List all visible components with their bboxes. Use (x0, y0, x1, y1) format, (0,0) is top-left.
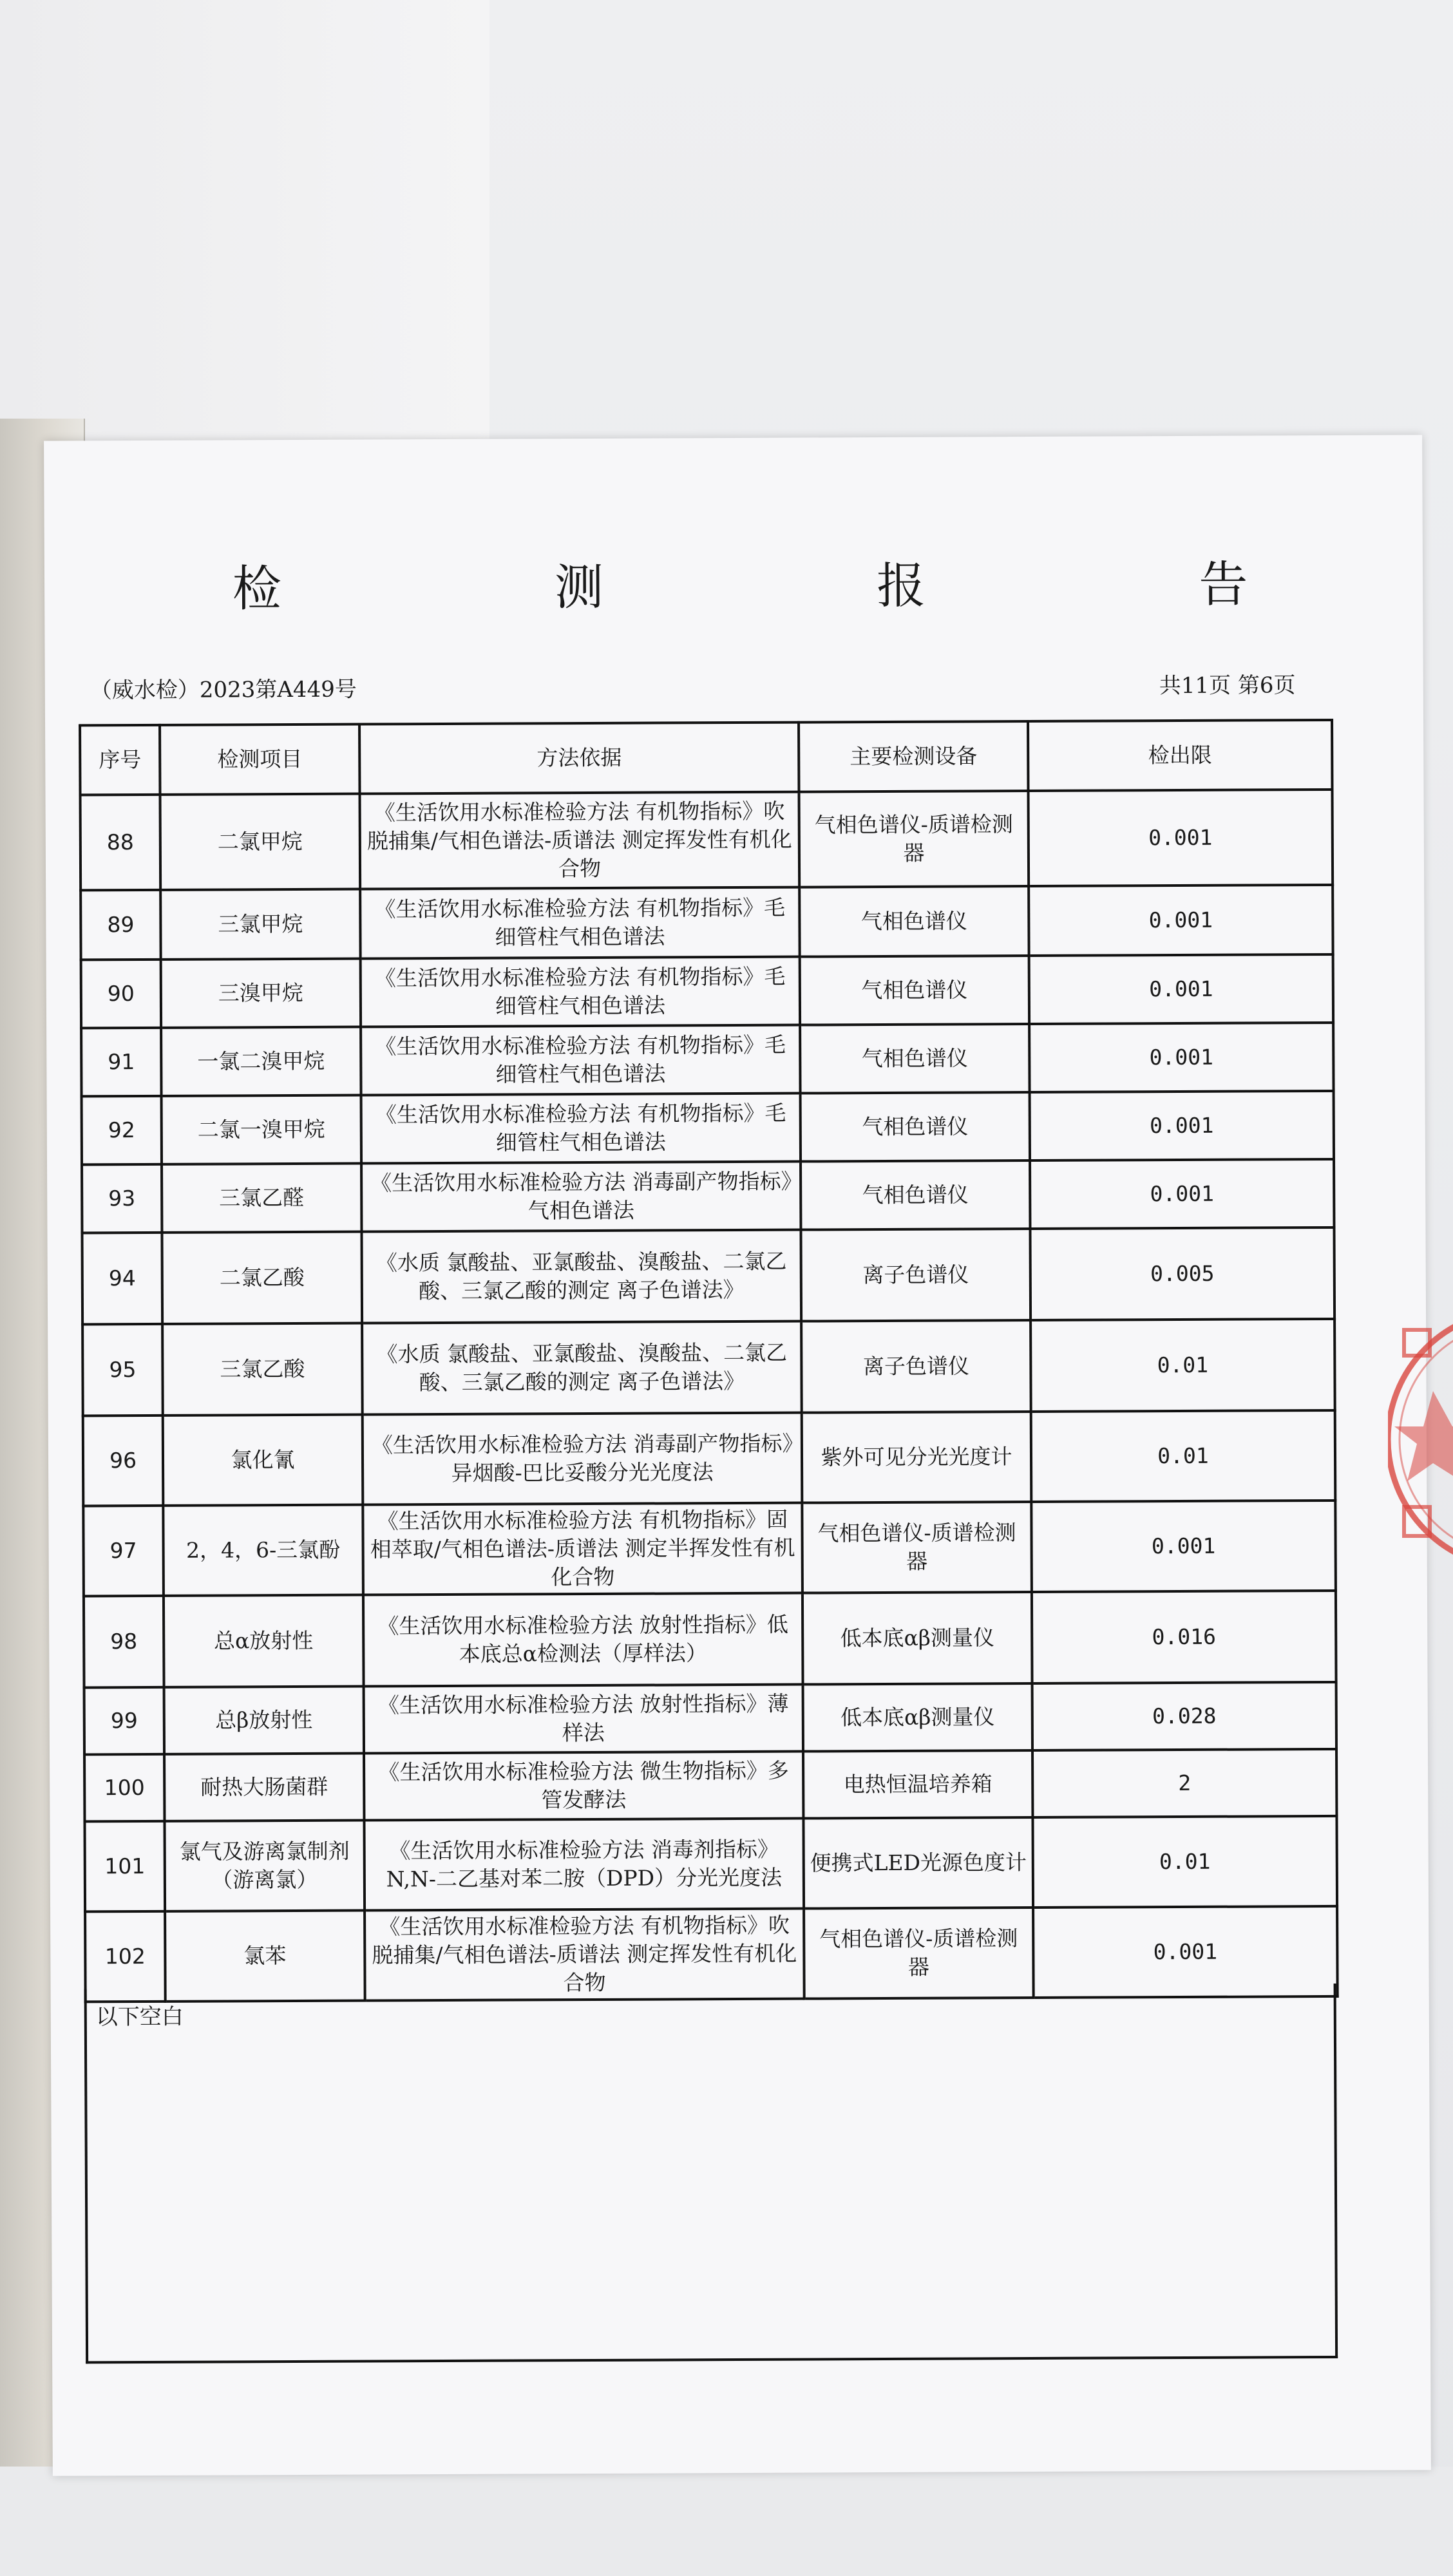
cell-method: 《生活饮用水标准检验方法 有机物指标》吹脱捕集/气相色谱法-质谱法 测定挥发性有机化合物 (360, 792, 800, 889)
cell-method: 《生活饮用水标准检验方法 有机物指标》毛细管柱气相色谱法 (361, 957, 800, 1027)
table-row (84, 1816, 1337, 1911)
cell-no: 97 (83, 1506, 164, 1596)
cell-equipment: 气相色谱仪 (800, 1024, 1029, 1094)
cell-equipment: 低本底αβ测量仪 (803, 1683, 1032, 1752)
cell-method: 《生活饮用水标准检验方法 消毒副产物指标》异烟酸-巴比妥酸分光光度法 (363, 1413, 802, 1505)
cell-limit: 0.001 (1029, 885, 1333, 956)
report-page (44, 435, 1431, 2476)
cell-limit: 0.001 (1031, 1501, 1336, 1592)
blank-area (84, 1984, 1338, 2363)
cell-equipment: 低本底αβ测量仪 (802, 1592, 1032, 1685)
cell-no: 90 (81, 960, 161, 1028)
cell-item: 三溴甲烷 (161, 959, 361, 1028)
cell-item: 二氯甲烷 (160, 794, 361, 890)
cell-limit: 0.001 (1029, 1023, 1333, 1092)
cell-item: 一氯二溴甲烷 (161, 1027, 361, 1096)
cell-method: 《生活饮用水标准检验方法 消毒剂指标》N,N-二乙基对苯二胺（DPD）分光光度法 (364, 1819, 804, 1911)
cell-item: 氯化氰 (163, 1415, 363, 1506)
cell-no: 101 (84, 1821, 165, 1912)
blank-note: 以下空白 (95, 2003, 184, 2031)
cell-equipment: 气相色谱仪-质谱检测器 (799, 791, 1029, 887)
cell-no: 94 (82, 1233, 162, 1325)
cell-method: 《生活饮用水标准检验方法 放射性指标》薄样法 (364, 1685, 803, 1754)
table-row (81, 954, 1333, 1028)
cell-equipment: 气相色谱仪 (801, 1092, 1030, 1162)
background-bottom (0, 2467, 1453, 2576)
cell-method: 《水质 氯酸盐、亚氯酸盐、溴酸盐、二氯乙酸、三氯乙酸的测定 离子色谱法》 (361, 1230, 801, 1323)
cell-item: 二氯乙酸 (162, 1232, 362, 1324)
inspection-table (79, 719, 1339, 2003)
cell-item: 氯气及游离氯制剂（游离氯） (164, 1821, 365, 1911)
cell-limit: 0.001 (1030, 1091, 1334, 1160)
cell-no: 98 (84, 1596, 164, 1688)
table-row (81, 885, 1333, 960)
cell-limit: 0.01 (1030, 1319, 1335, 1412)
cell-no: 102 (85, 1911, 166, 2002)
cell-method: 《生活饮用水标准检验方法 有机物指标》固相萃取/气相色谱法-质谱法 测定半挥发性有机化合物 (363, 1503, 802, 1595)
table-row (83, 1501, 1336, 1596)
table-row (82, 1159, 1334, 1233)
table-row (84, 1749, 1336, 1821)
header-no: 序号 (80, 725, 160, 795)
cell-equipment: 离子色谱仪 (801, 1320, 1031, 1413)
cell-item: 三氯乙酸 (162, 1323, 363, 1416)
table-row (82, 1091, 1334, 1164)
seal-graphic (1388, 1294, 1453, 1584)
table-row (84, 1591, 1336, 1687)
cell-method: 《生活饮用水标准检验方法 微生物指标》多管发酵法 (364, 1752, 803, 1821)
cell-equipment: 气相色谱仪 (800, 956, 1029, 1025)
cell-item: 三氯甲烷 (160, 889, 360, 960)
cell-equipment: 电热恒温培养箱 (803, 1750, 1032, 1819)
header-method: 方法依据 (359, 723, 799, 794)
cell-equipment: 气相色谱仪-质谱检测器 (804, 1908, 1034, 1999)
cell-item: 总α放射性 (164, 1595, 364, 1687)
table-row (84, 1682, 1336, 1754)
page-indicator: 共11页 第6页 (1159, 672, 1296, 699)
cell-limit: 0.001 (1029, 954, 1333, 1024)
table-row (81, 790, 1333, 890)
cell-limit: 0.001 (1030, 1159, 1334, 1229)
cell-equipment: 离子色谱仪 (801, 1229, 1030, 1321)
cell-item: 2，4，6-三氯酚 (163, 1505, 363, 1596)
cell-method: 《生活饮用水标准检验方法 有机物指标》毛细管柱气相色谱法 (361, 1025, 800, 1095)
cell-method: 《生活饮用水标准检验方法 有机物指标》毛细管柱气相色谱法 (361, 1094, 801, 1164)
cell-no: 95 (82, 1324, 163, 1416)
cell-method: 《水质 氯酸盐、亚氯酸盐、溴酸盐、二氯乙酸、三氯乙酸的测定 离子色谱法》 (362, 1321, 802, 1415)
cell-no: 96 (83, 1416, 164, 1506)
cell-no: 92 (82, 1096, 162, 1165)
cell-limit: 0.001 (1033, 1906, 1338, 1998)
red-seal-stamp (1388, 1294, 1453, 1584)
document-number: （威水检）2023第A449号 (90, 676, 357, 704)
cell-method: 《生活饮用水标准检验方法 有机物指标》毛细管柱气相色谱法 (360, 887, 799, 959)
cell-limit: 0.005 (1030, 1227, 1334, 1320)
cell-equipment: 气相色谱仪 (799, 886, 1029, 957)
cell-item: 氯苯 (165, 1911, 365, 2002)
table-row (81, 1023, 1333, 1096)
report-title: 检 测 报 告 (232, 554, 1377, 618)
cell-method: 《生活饮用水标准检验方法 消毒副产物指标》气相色谱法 (361, 1162, 801, 1232)
cell-limit: 2 (1032, 1749, 1336, 1817)
cell-limit: 0.028 (1032, 1682, 1336, 1750)
table-header-row (80, 720, 1332, 795)
cell-item: 三氯乙醛 (162, 1164, 361, 1233)
cell-method: 《生活饮用水标准检验方法 放射性指标》低本底总α检测法（厚样法） (363, 1593, 803, 1687)
cell-no: 91 (81, 1028, 161, 1097)
cell-equipment: 气相色谱仪-质谱检测器 (802, 1502, 1032, 1593)
cell-no: 88 (81, 795, 161, 891)
cell-limit: 0.01 (1031, 1410, 1336, 1502)
cell-no: 99 (84, 1687, 164, 1755)
cell-item: 二氯一溴甲烷 (162, 1095, 361, 1164)
table-row (82, 1319, 1335, 1416)
table-row (82, 1227, 1334, 1324)
cell-no: 100 (84, 1754, 164, 1822)
cell-equipment: 气相色谱仪 (801, 1160, 1030, 1230)
cell-no: 93 (82, 1164, 162, 1233)
header-equipment: 主要检测设备 (799, 721, 1028, 792)
cell-method: 《生活饮用水标准检验方法 有机物指标》吹脱捕集/气相色谱法-质谱法 测定挥发性有机化合物 (365, 1909, 804, 2001)
header-item: 检测项目 (160, 724, 359, 795)
cell-equipment: 紫外可见分光光度计 (802, 1412, 1032, 1503)
cell-item: 总β放射性 (164, 1687, 364, 1754)
table-row (83, 1410, 1336, 1506)
cell-item: 耐热大肠菌群 (164, 1754, 364, 1821)
cell-no: 89 (81, 890, 160, 960)
seal-star (1394, 1391, 1453, 1488)
header-limit: 检出限 (1028, 720, 1332, 791)
cell-equipment: 便携式LED光源色度计 (803, 1817, 1033, 1909)
cell-limit: 0.001 (1029, 790, 1333, 886)
cell-limit: 0.016 (1032, 1591, 1336, 1683)
cell-limit: 0.01 (1032, 1816, 1337, 1908)
